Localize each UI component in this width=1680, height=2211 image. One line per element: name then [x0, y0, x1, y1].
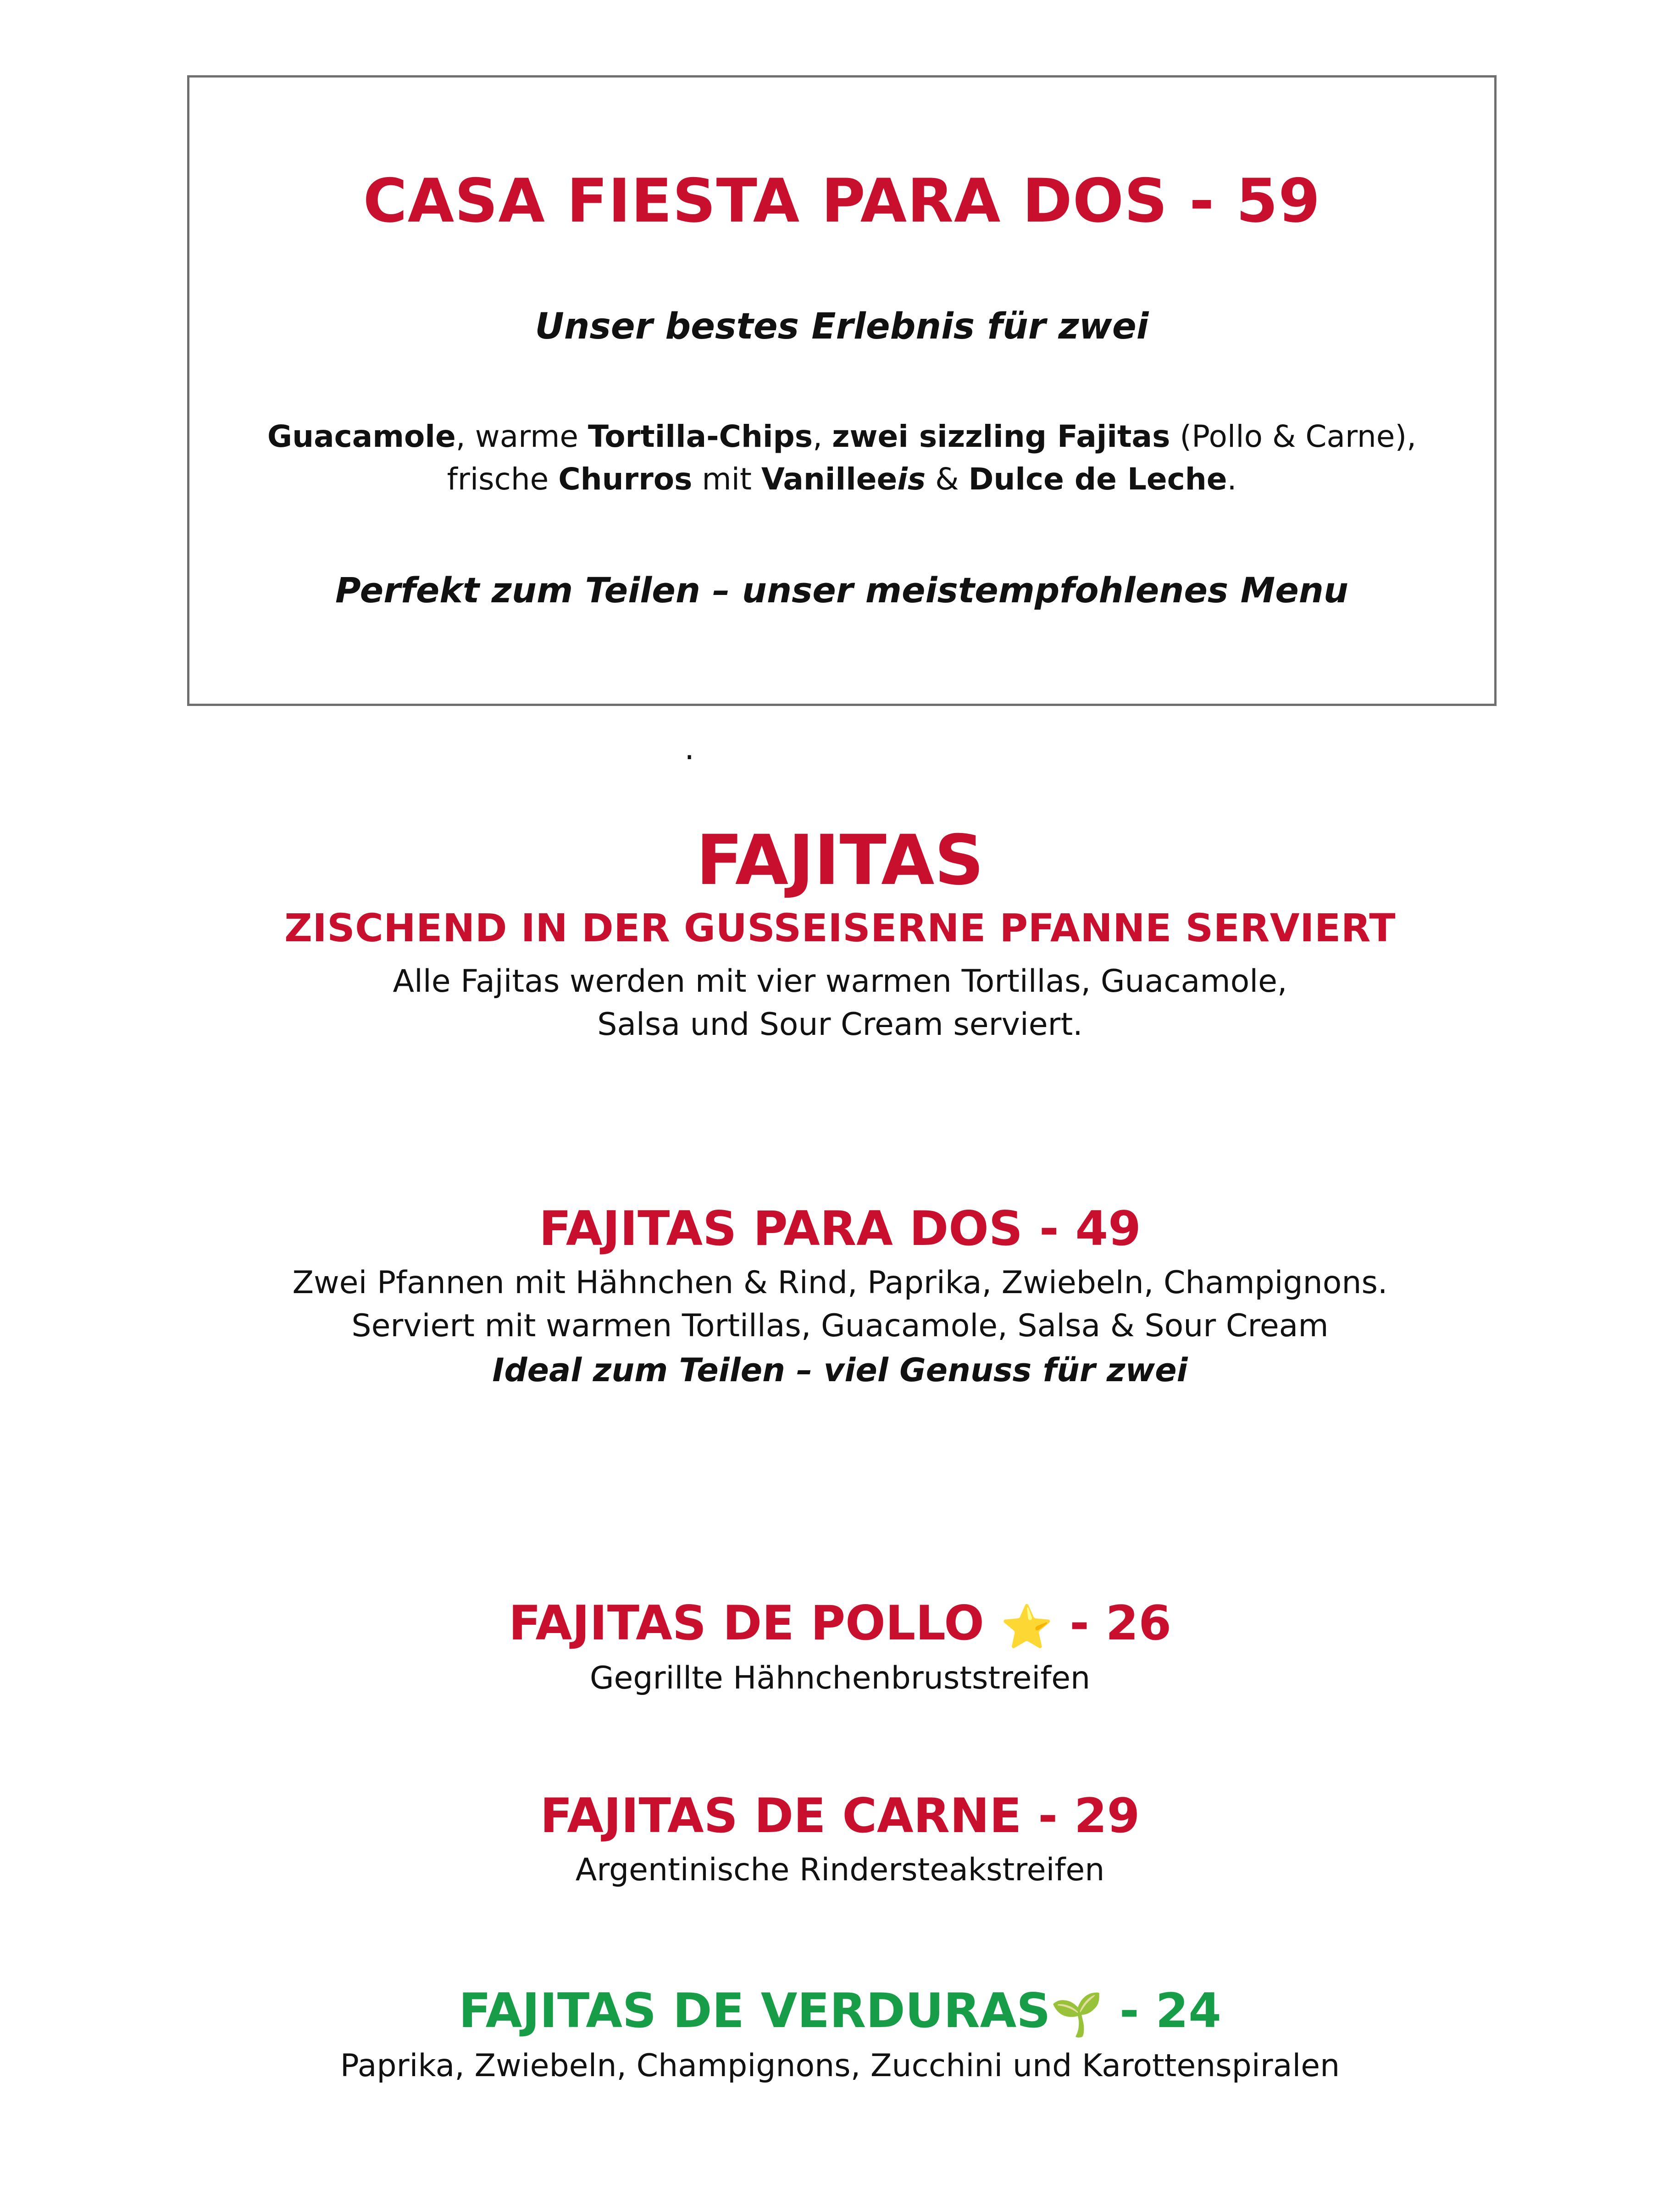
stray-dot-mark: . [684, 729, 695, 767]
section-description-line-2: Salsa und Sour Cream serviert. [597, 1006, 1083, 1043]
menu-item-description: Gegrillte Hähnchenbruststreifen [589, 1660, 1091, 1696]
menu-item-name-text: FAJITAS DE VERDURAS [459, 1983, 1051, 2039]
menu-item-description-line-1: Zwei Pfannen mit Hähnchen & Rind, Paprika, Zwiebeln, Champignons. [292, 1265, 1388, 1301]
section-subtitle: ZISCHEND IN DER GUSSEISERNE PFANNE SERVIERT [284, 906, 1396, 950]
menu-item-fajitas-de-verduras [0, 1983, 1680, 2087]
star-icon: ⭐ [1000, 1602, 1053, 1651]
menu-item-price: - 24 [1103, 1983, 1221, 2039]
menu-item-name [0, 1983, 1680, 2039]
section-fajitas [0, 821, 1680, 1046]
section-description-line-1: Alle Fajitas werden mit vier warmen Tortillas, Guacamole, [393, 963, 1287, 1000]
menu-item-name-text: FAJITAS DE POLLO [508, 1596, 1001, 1651]
menu-item-price: - 26 [1053, 1596, 1172, 1651]
leaf-icon: 🌱 [1050, 1990, 1103, 2039]
featured-offer-description [189, 415, 1494, 501]
featured-offer-subtitle: Unser bestes Erlebnis für zwei [535, 306, 1149, 347]
featured-offer-title: CASA FIESTA PARA DOS - 59 [363, 166, 1321, 236]
menu-item-fajitas-de-carne [0, 1791, 1680, 1892]
menu-item-description: Argentinische Rindersteakstreifen [575, 1852, 1105, 1889]
section-title: FAJITAS [696, 821, 984, 900]
menu-item-fajitas-de-pollo [0, 1596, 1680, 1700]
menu-item-note: Ideal zum Teilen – viel Genuss für zwei [492, 1351, 1188, 1389]
menu-item-description-line-2: Serviert mit warmen Tortillas, Guacamole, Salsa & Sour Cream [351, 1308, 1329, 1344]
featured-offer-description-line-1: Guacamole, warme Tortilla-Chips, zwei sizzling Fajitas (Pollo & Carne), [267, 418, 1417, 454]
featured-offer-note: Perfekt zum Teilen – unser meistempfohlenes Menu [335, 569, 1348, 611]
menu-item-description [0, 1261, 1680, 1348]
section-description [0, 960, 1680, 1046]
menu-item-name: FAJITAS PARA DOS - 49 [539, 1201, 1141, 1256]
featured-offer-box [187, 75, 1497, 706]
featured-offer-description-line-2: frische Churros mit Vanilleeis & Dulce de Leche. [447, 461, 1237, 497]
menu-item-name: FAJITAS DE CARNE - 29 [540, 1789, 1140, 1844]
menu-item-name [0, 1596, 1680, 1651]
menu-item-description: Paprika, Zwiebeln, Champignons, Zucchini und Karottenspiralen [340, 2047, 1340, 2084]
menu-item-fajitas-para-dos [0, 1201, 1680, 1389]
